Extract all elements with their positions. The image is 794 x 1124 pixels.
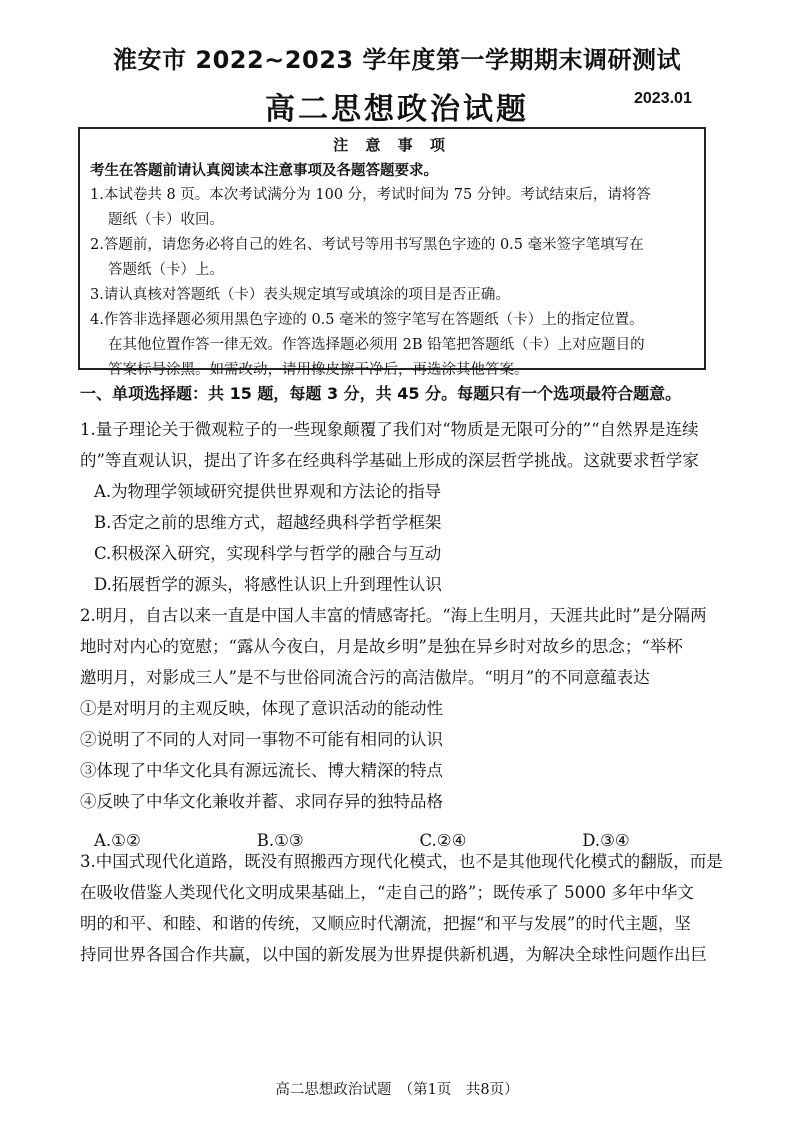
question-text: 2.明月，自古以来一直是中国人丰富的情感寄托。“海上生明月，天涯共此时”是分隔两: [80, 606, 707, 625]
option-b: B.①③: [256, 831, 304, 850]
question-text: 3.中国式现代化道路，既没有照搬西方现代化模式，也不是其他现代化模式的翻版，而是: [80, 852, 723, 871]
option-b: B.否定之前的思维方式，超越经典科学哲学框架: [94, 513, 442, 532]
statement-3: ③体现了中华文化具有源远流长、博大精深的特点: [80, 761, 443, 780]
option-d: D.拓展哲学的源头，将感性认识上升到理性认识: [94, 575, 442, 594]
notice-lead: 考生在答题前请认真阅读本注意事项及各题答题要求。: [90, 162, 438, 179]
notice-item: 答案标号涂黑。如需改动，请用橡皮擦干净后，再选涂其他答案。: [108, 362, 529, 378]
notice-item: 3.请认真核对答题纸（卡）表头规定填写或填涂的项目是否正确。: [90, 287, 510, 303]
notice-item: 2.答题前，请您务必将自己的姓名、考试号等用书写黑色字迹的 0.5 毫米签字笔填写在: [90, 237, 644, 253]
page-footer: 高二思想政治试题 （第1页 共8页）: [275, 1082, 519, 1098]
option-a: A.为物理学领域研究提供世界观和方法论的指导: [94, 482, 442, 501]
option-d: D.③④: [582, 831, 630, 850]
question-text: 邀明月，对影成三人”是不与世俗同流合污的高洁傲岸。“明月”的不同意蕴表达: [80, 668, 650, 687]
statement-1: ①是对明月的主观反映，体现了意识活动的能动性: [80, 699, 443, 718]
question-text: 地时对内心的宽慰；“露从今夜白，月是故乡明”是独在异乡时对故乡的思念；“举杯: [80, 637, 683, 656]
notice-item: 1.本试卷共 8 页。本次考试满分为 100 分，考试时间为 75 分钟。考试结束后，请将答: [90, 187, 651, 203]
statement-2: ②说明了不同的人对同一事物不可能有相同的认识: [80, 730, 443, 749]
notice-item: 答题纸（卡）上。: [108, 262, 224, 278]
option-c: C.②④: [419, 831, 467, 850]
option-a: A.①②: [94, 831, 141, 850]
question-1: [80, 414, 745, 600]
question-text: 在吸收借鉴人类现代化文明成果基础上，“走自己的路”；既传承了 5000 多年中华文: [80, 883, 694, 902]
section-heading: 一、单项选择题：共 15 题，每题 3 分，共 45 分。每题只有一个选项最符合题意。: [80, 384, 682, 403]
notice-item: 4.作答非选择题必须用黑色字迹的 0.5 毫米的签字笔写在答题纸（卡）上的指定位置。: [90, 312, 644, 328]
question-text: 明的和平、和睦、和谐的传统，又顺应时代潮流，把握“和平与发展”的时代主题，坚: [80, 914, 691, 933]
option-c: C.积极深入研究，实现科学与哲学的融合与互动: [94, 544, 442, 563]
question-text: 的”等直观认识，提出了许多在经典科学基础上形成的深层哲学挑战。这就要求哲学家: [80, 451, 699, 470]
exam-date: 2023.01: [634, 90, 692, 107]
notice-heading: 注 意 事 项: [333, 136, 451, 154]
exam-subject: 高二思想政治试题: [265, 92, 529, 127]
question-text: 持同世界各国合作共赢，以中国的新发展为世界提供新机遇，为解决全球性问题作出巨: [80, 945, 707, 964]
question-text: 1.量子理论关于微观粒子的一些现象颠覆了我们对“物质是无限可分的”“自然界是连续: [80, 420, 699, 439]
question-3: [80, 846, 745, 970]
statement-4: ④反映了中华文化兼收并蓄、求同存异的独特品格: [80, 792, 443, 811]
notice-item: 在其他位置作答一律无效。作答选择题必须用 2B 铅笔把答题纸（卡）上对应题目的: [108, 337, 645, 353]
notice-box: [78, 127, 706, 378]
notice-item: 题纸（卡）收回。: [108, 212, 224, 228]
question-2: [80, 600, 745, 856]
exam-title: 淮安市 2022~2023 学年度第一学期期末调研测试: [113, 46, 681, 74]
